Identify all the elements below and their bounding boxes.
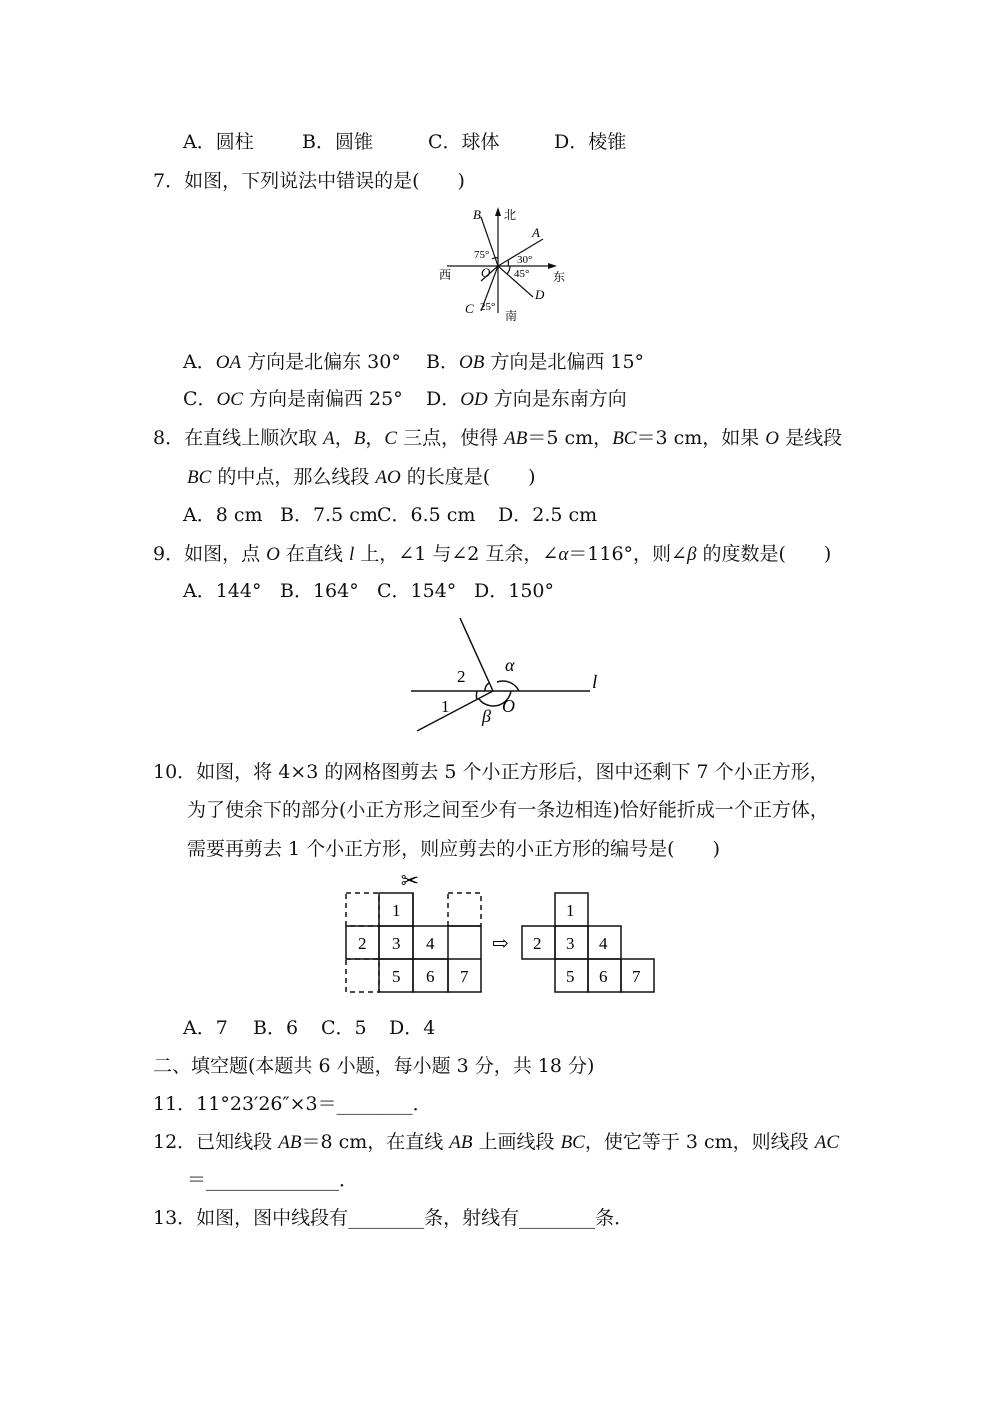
q10-right-cell-6: 6 [599, 967, 608, 986]
q7-label-west: 西 [439, 268, 452, 282]
q9-opt-c: C．154° [377, 580, 457, 602]
q10-right-cell-4: 4 [599, 934, 608, 953]
q10-left-cell-4: 4 [426, 934, 435, 953]
q9-opt-b: B．164° [280, 580, 359, 602]
q9-stem: 9．如图，点 O 在直线 l 上，∠1 与∠2 互余，∠α＝116°，则∠β 的度数是( ) [153, 543, 832, 565]
section-2-heading: 二、填空题(本题共 6 小题，每小题 3 分，共 18 分) [153, 1055, 595, 1077]
q10-left-cell-7: 7 [460, 967, 469, 986]
q7-label-south: 南 [505, 309, 518, 323]
q7-label-east: 东 [553, 270, 566, 284]
q12-line2: ＝______________． [187, 1169, 359, 1191]
q10-scissors-icon: ✂ [400, 868, 420, 893]
q6-opt-c: C．球体 [428, 131, 500, 153]
q7-options-row2 [183, 387, 627, 412]
q10-right-cell-2: 2 [533, 934, 542, 953]
q8-opt-c: C．6.5 cm [377, 504, 476, 526]
q7-angle-75: 75° [474, 249, 490, 261]
q10-opt-d: D．4 [389, 1017, 436, 1039]
q7-opt-c: C．OC 方向是南偏西 25° [183, 388, 403, 410]
q10-left-cell-6: 6 [426, 967, 435, 986]
q9-label-l: l [592, 672, 598, 693]
q6-opt-d: D．棱锥 [554, 131, 627, 153]
q10-left-cell-2: 2 [358, 934, 367, 953]
q10-opt-c: C．5 [321, 1017, 367, 1039]
q6-opt-a: A．圆柱 [183, 131, 254, 153]
q13: 13．如图，图中线段有________条，射线有________条． [153, 1207, 634, 1229]
q10-right-cell-1: 1 [566, 901, 575, 920]
q6-opt-b: B．圆锥 [302, 131, 373, 153]
q9-label-2: 2 [457, 667, 466, 686]
q9-angle-figure [405, 613, 615, 738]
q7-label-d: D [535, 287, 545, 302]
q10-right-cell-7: 7 [632, 967, 641, 986]
q7-stem: 7．如图，下列说法中错误的是( ) [153, 170, 465, 192]
q11: 11．11°23′26″×3＝________． [153, 1093, 432, 1115]
q9-label-1: 1 [441, 697, 450, 716]
q10-stem-line1: 10．如图，将 4×3 的网格图剪去 5 个小正方形后，图中还剩下 7 个小正方形， [153, 761, 829, 783]
q9-options [183, 579, 554, 603]
q8-stem-line2: BC 的中点，那么线段 AO 的长度是( ) [187, 466, 536, 488]
q10-opt-b: B．6 [253, 1017, 299, 1039]
q10-left-cell-1: 1 [392, 901, 401, 920]
q8-opt-d: D．2.5 cm [498, 504, 598, 526]
q9-label-alpha: α [505, 655, 515, 675]
q7-options-row1 [183, 350, 644, 375]
q10-right-cell-3: 3 [566, 934, 575, 953]
q10-left-cell-3: 3 [392, 934, 401, 953]
q7-opt-a: A．OA 方向是北偏东 30° [183, 351, 401, 373]
q10-left-cell-5: 5 [392, 967, 401, 986]
q10-options [183, 1016, 435, 1040]
q7-angle-30: 30° [517, 254, 533, 266]
q8-opt-a: A．8 cm [183, 504, 263, 526]
q7-compass-figure [435, 203, 575, 328]
q7-label-a: A [532, 225, 540, 240]
q10-stem-line3: 需要再剪去 1 个小正方形，则应剪去的小正方形的编号是( ) [187, 838, 720, 860]
q7-label-c: C [465, 301, 474, 316]
q7-label-o: O [481, 265, 491, 280]
q10-opt-a: A．7 [183, 1017, 228, 1039]
q9-opt-d: D．150° [474, 580, 554, 602]
q7-opt-b: B．OB 方向是北偏西 15° [426, 351, 645, 373]
q10-stem-line2: 为了使余下的部分(小正方形之间至少有一条边相连)恰好能折成一个正方体， [187, 799, 829, 821]
q10-arrow-icon: ⇨ [492, 933, 509, 955]
q7-label-b: B [473, 207, 481, 222]
q9-opt-a: A．144° [183, 580, 262, 602]
q8-opt-b: B．7.5 cm [280, 504, 378, 526]
q10-right-cell-5: 5 [566, 967, 575, 986]
q7-opt-d: D．OD 方向是东南方向 [426, 388, 627, 410]
q7-angle-25: 25° [480, 301, 496, 313]
q9-label-beta: β [482, 706, 491, 726]
q10-grid-figure [340, 868, 660, 993]
q8-options [183, 503, 597, 527]
q9-label-o: O [502, 696, 515, 716]
q7-label-north: 北 [504, 208, 517, 222]
q12-line1: 12．已知线段 AB＝8 cm，在直线 AB 上画线段 BC，使它等于 3 cm，则线段 AC [153, 1131, 840, 1153]
q7-angle-45: 45° [514, 268, 530, 280]
q8-stem-line1: 8．在直线上顺次取 A，B，C 三点，使得 AB＝5 cm，BC＝3 cm，如果 O 是线段 [153, 427, 843, 449]
q6-options [183, 130, 626, 154]
